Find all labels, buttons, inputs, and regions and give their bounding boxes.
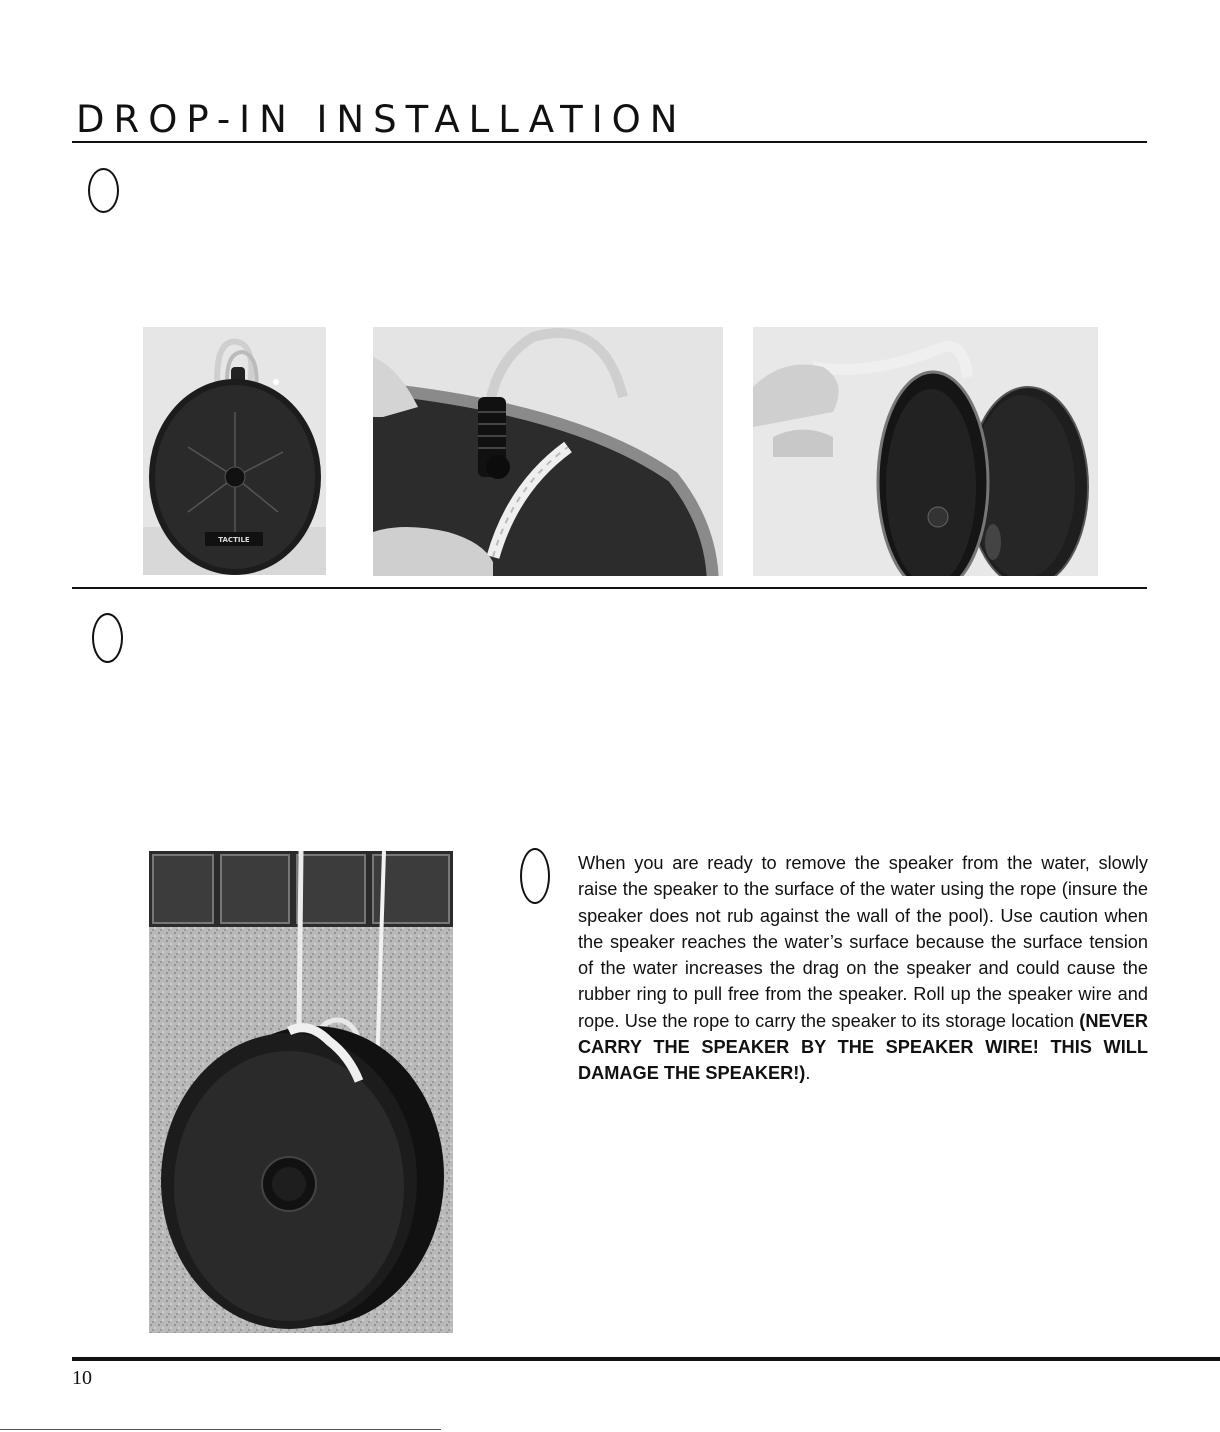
- step-marker-3: [520, 848, 550, 904]
- page-number: 10: [72, 1367, 92, 1389]
- removal-instructions-end: .: [805, 1063, 811, 1084]
- removal-instructions: [578, 850, 1148, 1087]
- step-marker-1: [88, 168, 119, 213]
- removal-warning: (NEVER CARRY THE SPEAKER BY THE SPEAKER WIRE! THIS WILL DAMAGE THE SPEAKER!): [578, 1010, 1148, 1084]
- title-divider: [72, 141, 1147, 143]
- page-title: DROP-IN INSTALLATION: [76, 98, 687, 141]
- step-marker-2: [92, 613, 123, 663]
- speaker-hanging-photo: [149, 851, 453, 1333]
- section-divider: [72, 587, 1147, 589]
- speaker-brand-label: TACTILE: [218, 536, 250, 544]
- speaker-front-photo: [143, 327, 326, 575]
- removal-instructions-text: When you are ready to remove the speaker from the water, slowly raise the speaker to the surface of the water using the rope (insure the speaker does not rub against the wall of the pool). Use caution when the speaker reaches the water’s surface because the surface tension of the water increases the drag on the speaker and could cause the rubber ring to pull free from the speaker. Roll up the speaker wire and rope. Use the rope to carry the speaker to its storage location: [578, 853, 1148, 1031]
- speaker-disassembled-photo: [753, 327, 1098, 576]
- rope-tying-photo: [373, 327, 723, 576]
- bottom-edge-line: [0, 1429, 441, 1430]
- footer-rule: [72, 1357, 1220, 1361]
